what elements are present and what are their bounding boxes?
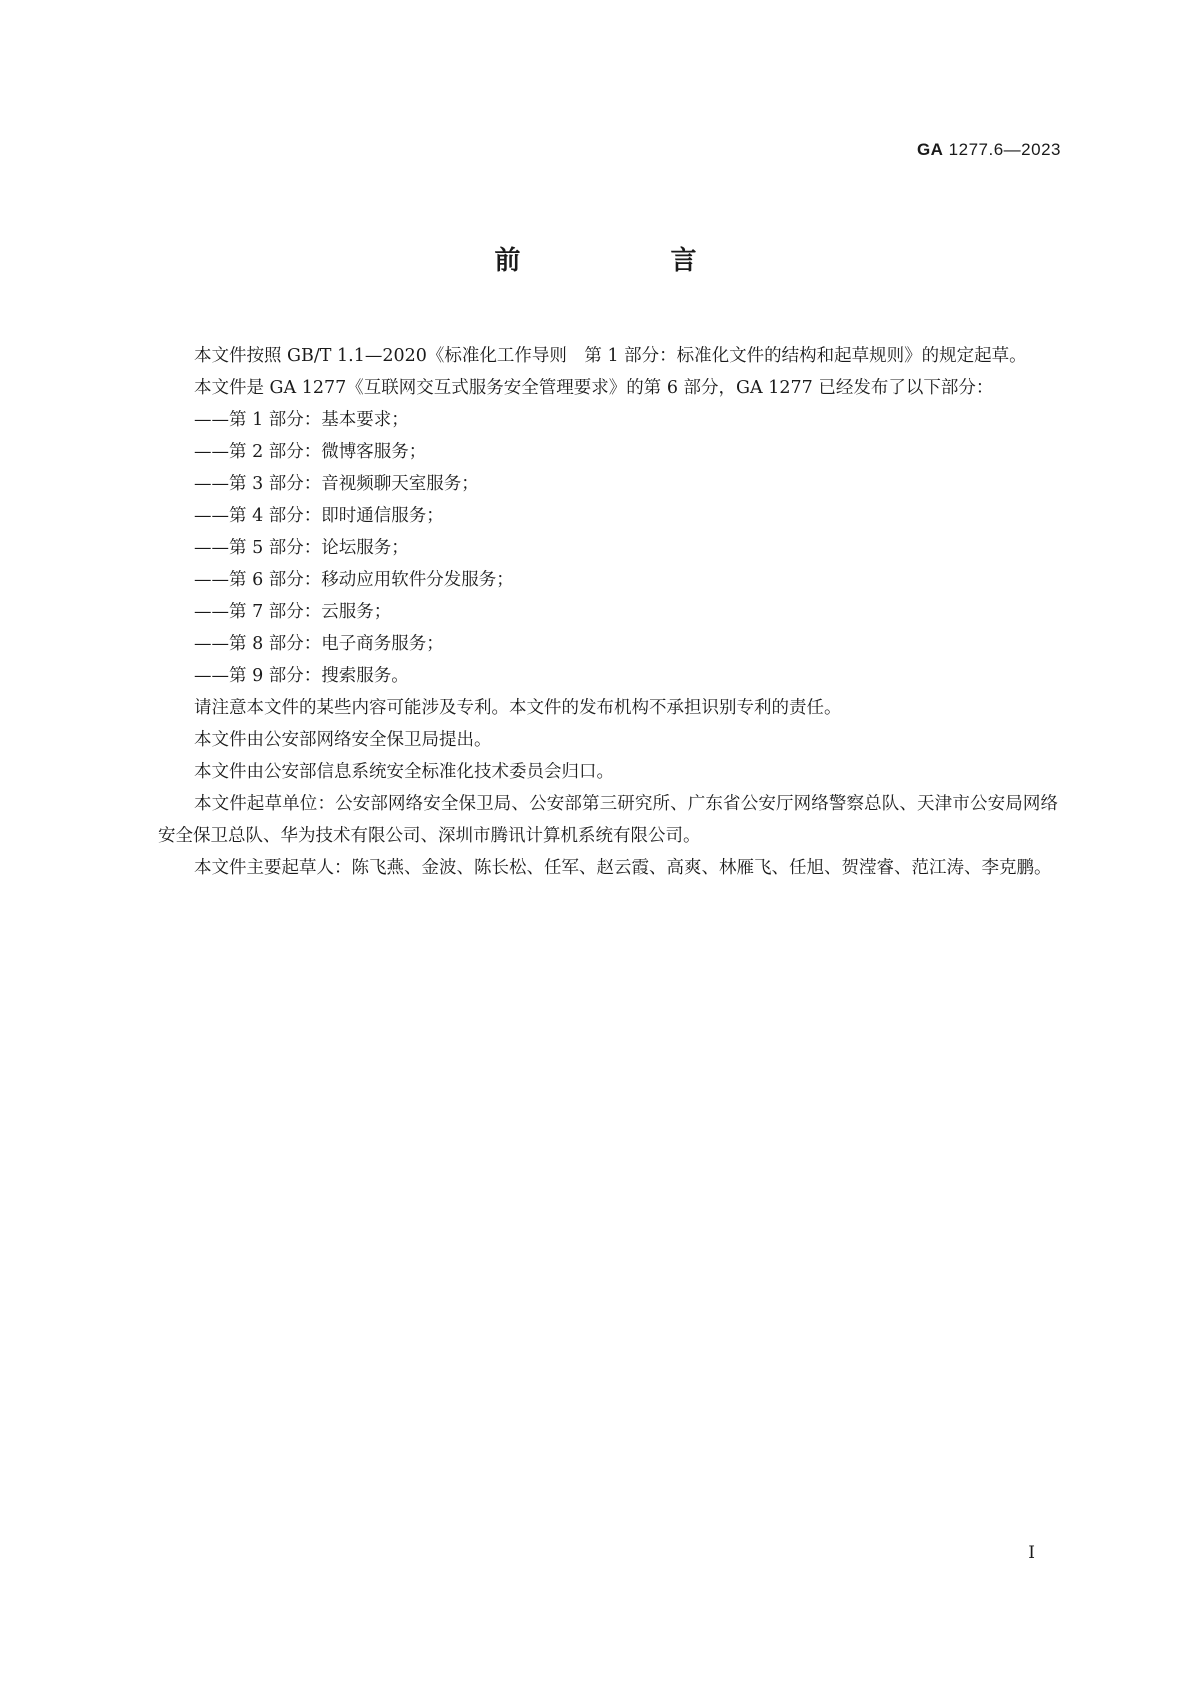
paragraph-proposer: 本文件由公安部网络安全保卫局提出。 [194,730,492,750]
page-number: I [1028,1543,1035,1563]
paragraph-technical-committee: 本文件由公安部信息系统安全标准化技术委员会归口。 [194,762,614,782]
list-item: ——第 3 部分：音视频聊天室服务； [194,474,479,494]
paragraph-drafting-rule: 本文件按照 GB/T 1.1—2020《标准化工作导则 第 1 部分：标准化文件的结构和起草规则》的规定起草。 [194,346,1027,366]
list-item: ——第 6 部分：移动应用软件分发服务； [194,570,514,590]
paragraph-drafting-units: 本文件起草单位：公安部网络安全保卫局、公安部第三研究所、广东省公安厅网络警察总队、天津市公安局网络安全保卫总队、华为技术有限公司、深圳市腾讯计算机系统有限公司。 [158,794,1058,846]
document-number [917,140,1061,160]
document-number-value: 1277.6—2023 [948,140,1061,159]
list-item: ——第 8 部分：电子商务服务； [194,634,444,654]
document-number-prefix: GA [916,140,944,159]
page-title: 前 言 [494,246,759,276]
foreword-body [158,340,1058,884]
list-item: ——第 2 部分：微博客服务； [194,442,427,462]
list-item: ——第 5 部分：论坛服务； [194,538,409,558]
paragraph-drafters: 本文件主要起草人：陈飞燕、金波、陈长松、任军、赵云霞、高爽、林雁飞、任旭、贺滢睿、范江涛、李克鹏。 [194,858,1052,878]
paragraph-series-intro: 本文件是 GA 1277《互联网交互式服务安全管理要求》的第 6 部分，GA 1277 已经发布了以下部分： [194,378,994,398]
list-item: ——第 1 部分：基本要求； [194,410,409,430]
list-item: ——第 4 部分：即时通信服务； [194,506,444,526]
paragraph-patent-notice: 请注意本文件的某些内容可能涉及专利。本文件的发布机构不承担识别专利的责任。 [194,698,842,718]
list-item: ——第 9 部分：搜索服务。 [194,666,409,686]
list-item: ——第 7 部分：云服务； [194,602,392,622]
